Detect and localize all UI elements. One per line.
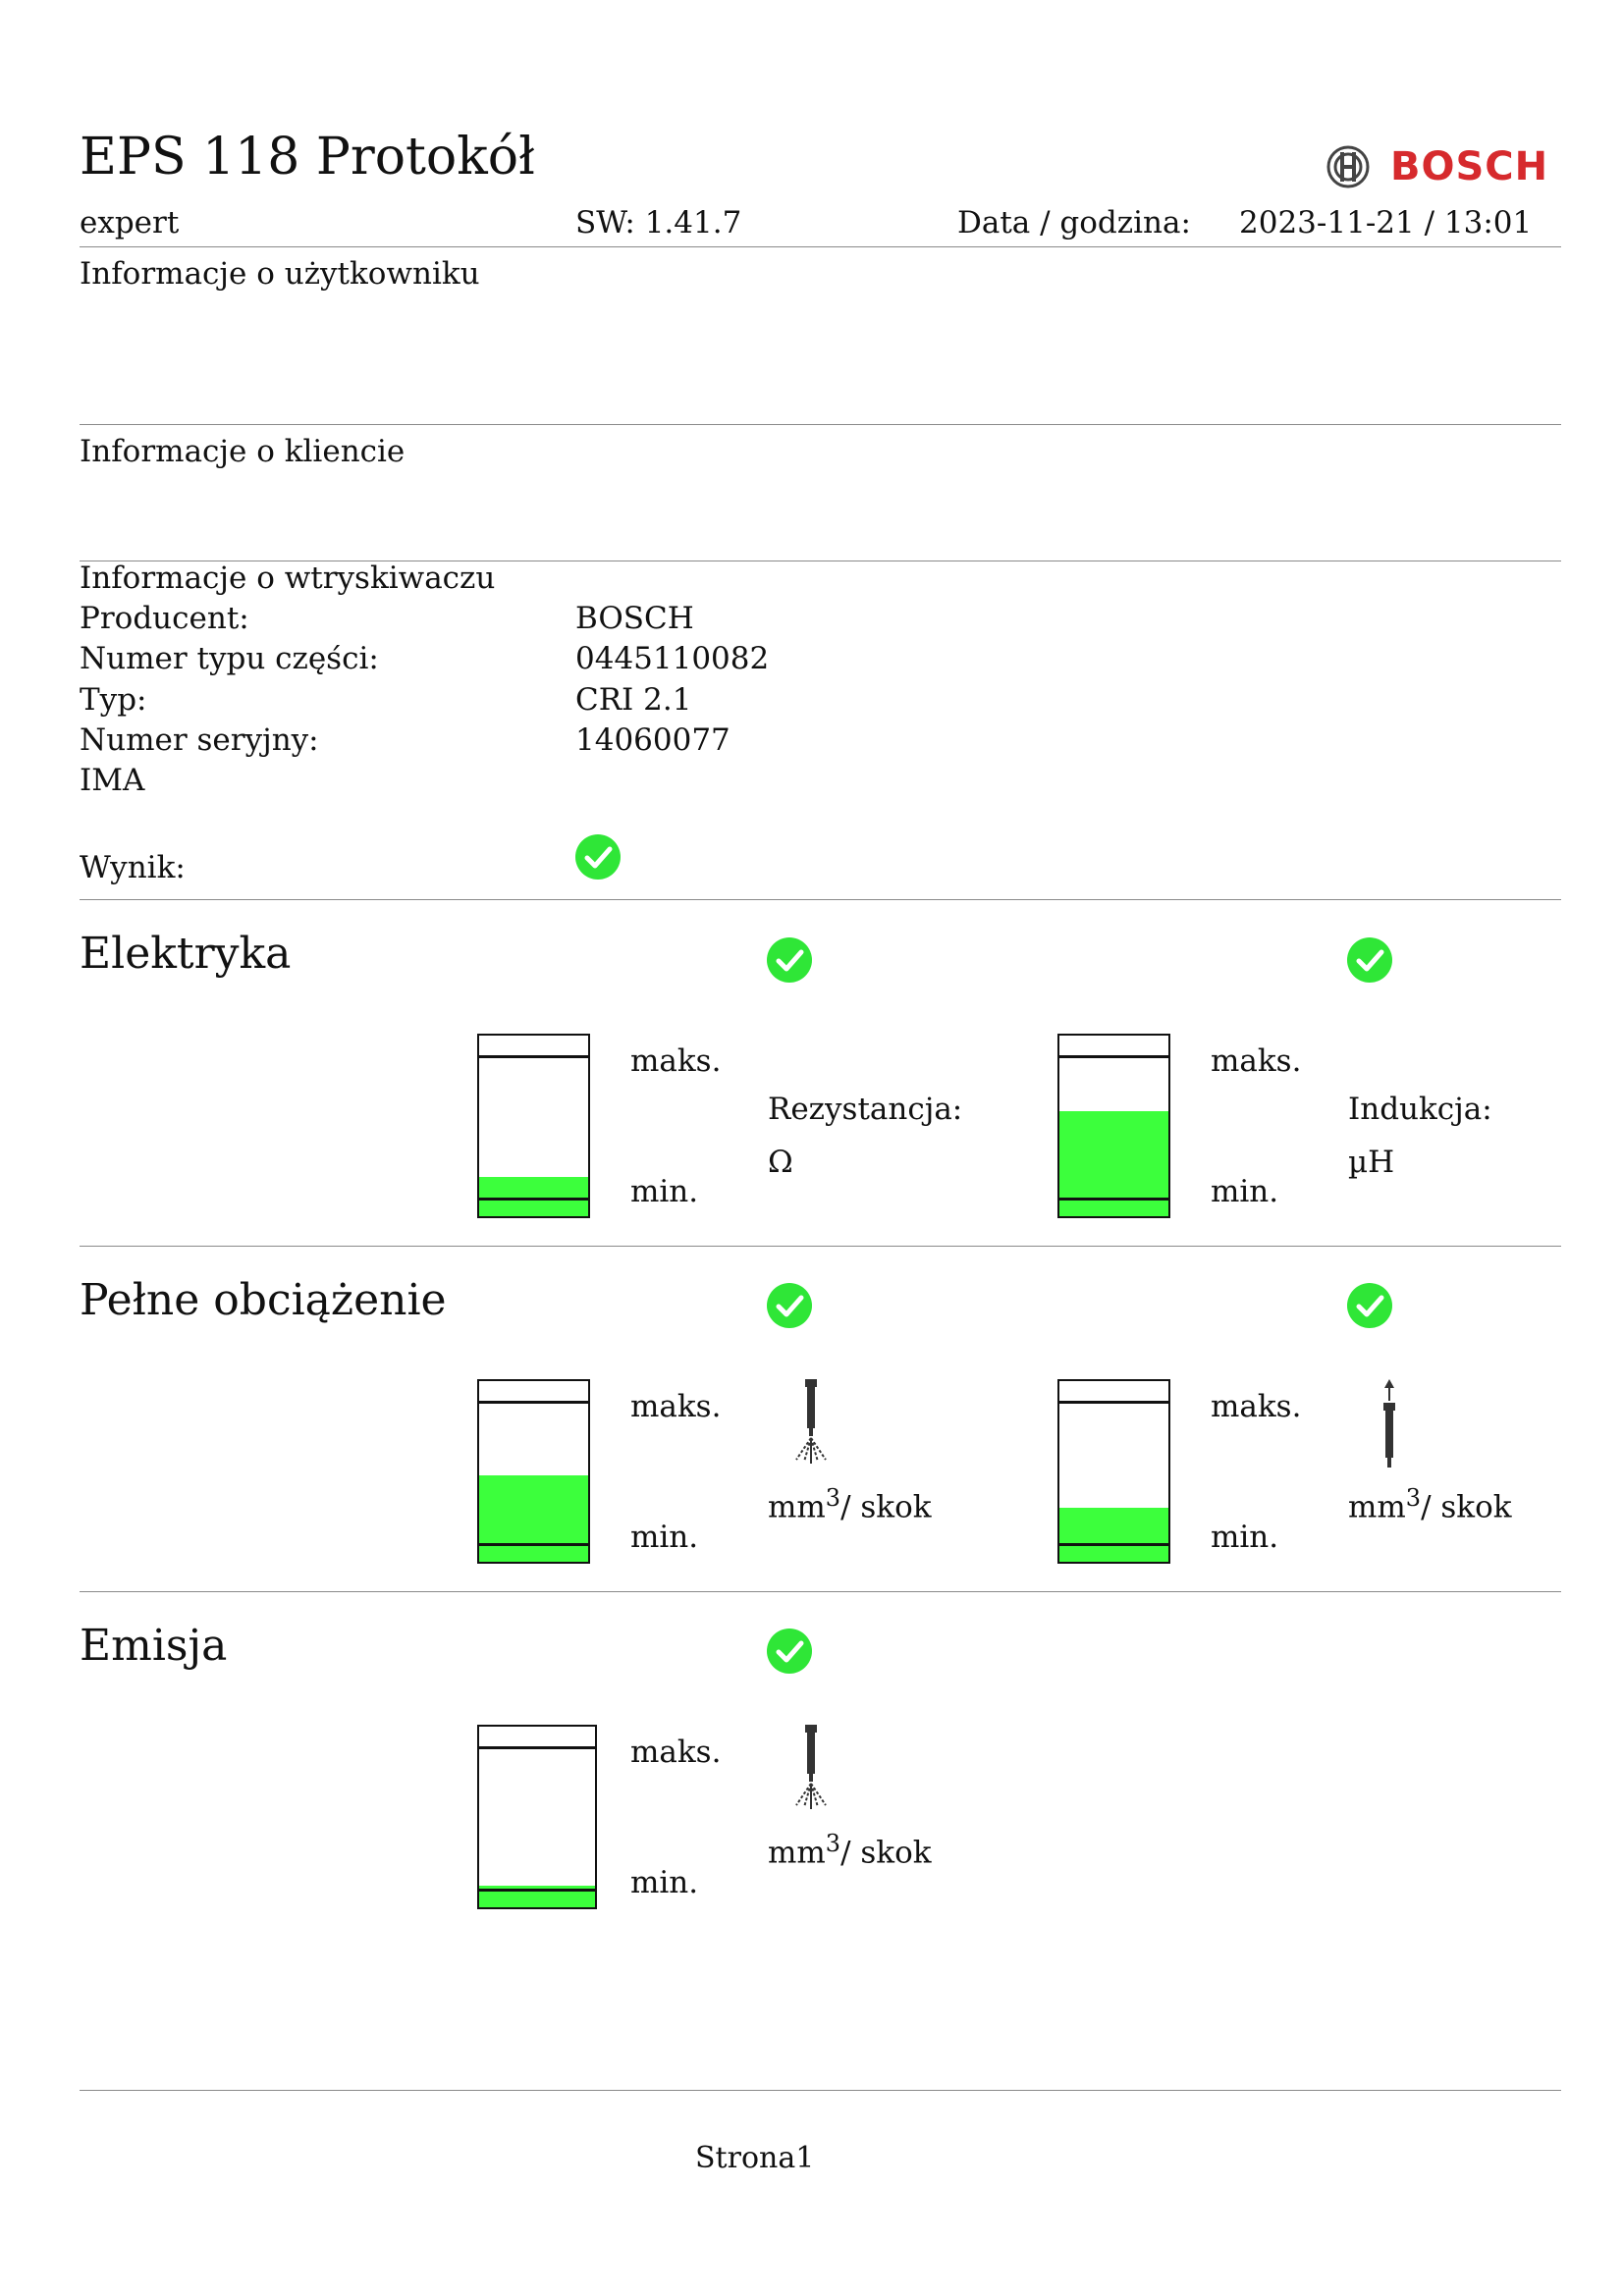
page-title: EPS 118 Protokół [80,128,535,187]
gauge-max-line [479,1401,588,1404]
gauge-max-line [479,1746,595,1749]
gauge-min-line [479,1543,588,1546]
check-circle-icon [767,937,812,983]
check-circle-icon [575,834,621,880]
gauge-min-label: min. [1211,1174,1279,1209]
injection-unit: $mm^3/$ skok [768,1484,932,1525]
gauge-max-label: maks. [1211,1043,1302,1079]
divider [80,424,1561,425]
producer-label: Producent: [80,601,249,636]
inductance-label: Indukcja: [1348,1092,1492,1127]
check-circle-icon [1347,1283,1392,1328]
part-number-value: 0445110082 [575,641,770,676]
divider [80,899,1561,900]
gauge-min-line [1059,1198,1168,1201]
gauge-fill [1059,1508,1168,1562]
type-label: Typ: [80,682,147,718]
full-load-return-gauge [1057,1379,1170,1564]
part-number-label: Numer typu części: [80,641,379,676]
section-title-emission: Emisja [80,1621,228,1671]
software-version: SW: 1.41.7 [575,205,742,240]
serial-value: 14060077 [575,722,730,758]
user-info-heading: Informacje o użytkowniku [80,256,480,292]
inductance-gauge [1057,1034,1170,1218]
injector-info-heading: Informacje o wtryskiwaczu [80,561,496,596]
gauge-max-label: maks. [1211,1389,1302,1424]
gauge-max-label: maks. [630,1735,722,1770]
full-load-injection-gauge [477,1379,590,1564]
gauge-max-label: maks. [630,1389,722,1424]
injector-spray-icon [790,1379,834,1468]
gauge-fill [479,1475,588,1562]
divider [80,1246,1561,1247]
bosch-armature-icon [1325,144,1371,189]
gauge-min-line [479,1198,588,1201]
user-level: expert [80,205,180,240]
bosch-logo [1325,143,1548,190]
resistance-unit: Ω [768,1145,793,1180]
gauge-min-line [479,1889,595,1892]
check-circle-icon [767,1283,812,1328]
section-title-electrical: Elektryka [80,929,292,979]
emission-unit: $mm^3/$ skok [768,1830,932,1871]
type-value: CRI 2.1 [575,682,692,718]
page-number: Strona1 [695,2141,815,2175]
gauge-min-label: min. [630,1865,699,1900]
gauge-min-label: min. [630,1520,699,1555]
result-label: Wynik: [80,850,186,885]
injector-spray-icon [790,1725,834,1813]
divider [80,1591,1561,1592]
datetime-label: Data / godzina: [957,205,1191,240]
resistance-gauge [477,1034,590,1218]
emission-injection-gauge [477,1725,597,1909]
datetime-value: 2023-11-21 / 13:01 [1239,205,1533,240]
divider [80,2090,1561,2091]
gauge-min-label: min. [630,1174,699,1209]
customer-info-heading: Informacje o kliencie [80,434,406,469]
check-circle-icon [767,1629,812,1674]
gauge-fill [479,1177,588,1216]
gauge-max-line [1059,1401,1168,1404]
gauge-max-label: maks. [630,1043,722,1079]
ima-label: IMA [80,763,145,798]
gauge-max-line [1059,1055,1168,1058]
gauge-min-label: min. [1211,1520,1279,1555]
divider [80,246,1561,247]
serial-label: Numer seryjny: [80,722,319,758]
brand-name: BOSCH [1390,144,1549,189]
gauge-max-line [479,1055,588,1058]
inductance-unit: µH [1348,1145,1395,1180]
gauge-min-line [1059,1543,1168,1546]
producer-value: BOSCH [575,601,694,636]
section-title-full-load: Pełne obciążenie [80,1275,447,1325]
injector-return-icon [1375,1379,1404,1469]
return-unit: $mm^3/$ skok [1348,1484,1512,1525]
check-circle-icon [1347,937,1392,983]
resistance-label: Rezystancja: [768,1092,963,1127]
